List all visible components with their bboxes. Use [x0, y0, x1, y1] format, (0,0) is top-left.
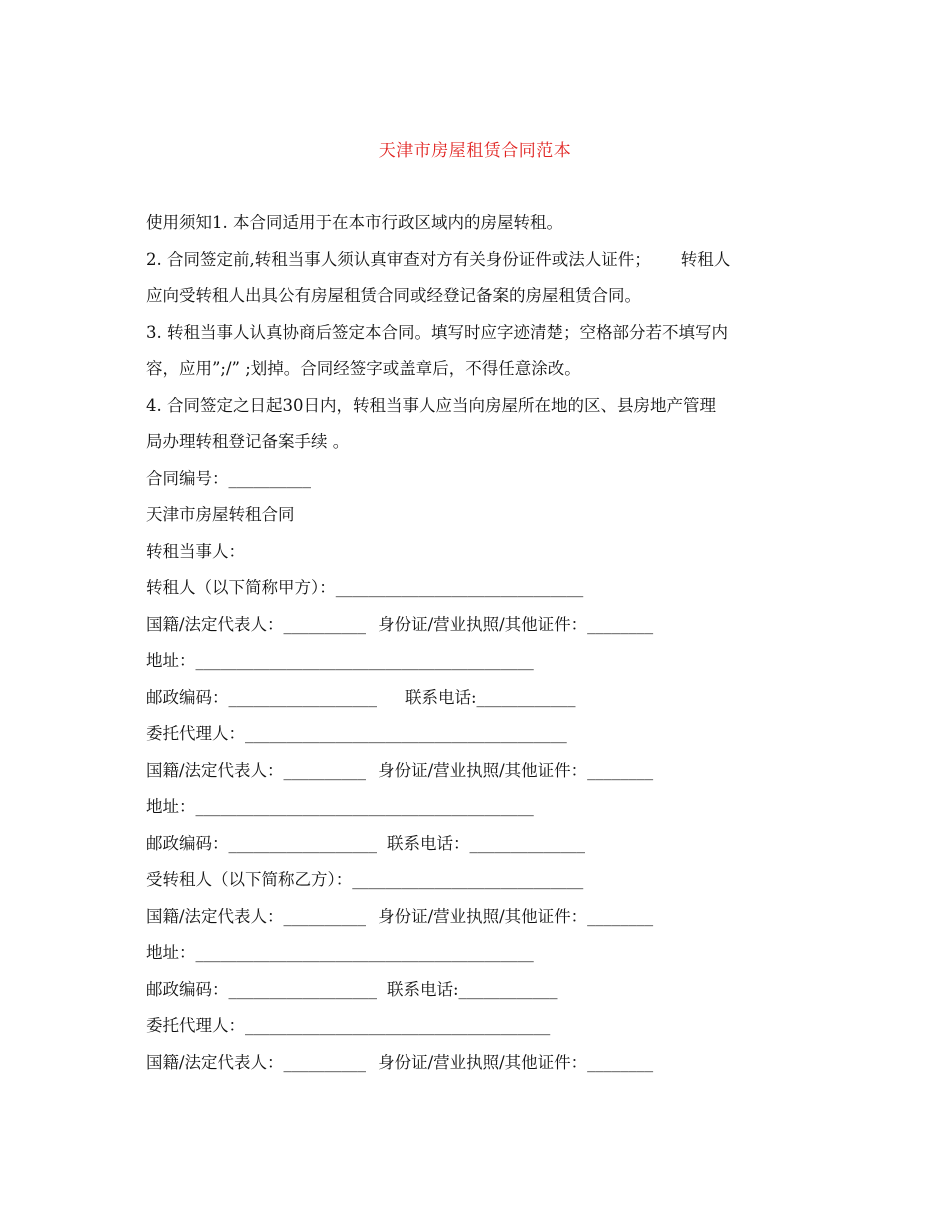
- party-a-postcode-field: 邮政编码：__________________: [146, 687, 377, 707]
- party-a-agent-field: 委托代理人：_______________________________________: [146, 724, 567, 743]
- party-b-phone-field: 联系电话:____________: [387, 979, 558, 999]
- party-b-agent-id-field: 身份证/营业执照/其他证件：________: [378, 1052, 654, 1072]
- party-a-agent-postcode-field: 邮政编码：__________________: [146, 833, 377, 853]
- party-a-agent-nationality-field: 国籍/法定代表人：__________: [146, 760, 367, 780]
- contract-number-field: 合同编号：__________: [146, 468, 311, 488]
- notice-3-line-2: 容，应用”;/” ;划掉。合同经签字或盖章后，不得任意涂改。: [146, 359, 581, 378]
- notice-1: 使用须知1. 本合同适用于在本市行政区域内的房屋转租。: [146, 213, 563, 232]
- party-a-agent-contact-row: [146, 826, 806, 863]
- party-a-agent-phone-field: 联系电话：______________: [387, 833, 585, 853]
- party-b-address-field: 地址：_________________________________________: [146, 943, 534, 962]
- party-b-agent-nationality-row: [146, 1045, 806, 1082]
- notice-2-line-2: 应向受转租人出具公有房屋租赁合同或经登记备案的房屋租赁合同。: [146, 286, 641, 305]
- notice-2-text: 2. 合同签定前,转租当事人须认真审查对方有关身份证件或法人证件；: [146, 249, 651, 269]
- party-a-phone-field: 联系电话:____________: [405, 687, 576, 707]
- party-a-contact-row: [146, 680, 806, 717]
- notice-4-line-2: 局办理转租登记备案手续 。: [146, 432, 350, 451]
- party-b-agent-field: 委托代理人：_____________________________________: [146, 1016, 551, 1035]
- contract-title: 天津市房屋转租合同: [146, 505, 295, 524]
- party-a-agent-address-field: 地址：_________________________________________: [146, 797, 534, 816]
- party-a-agent-nationality-row: [146, 753, 806, 790]
- party-b-contact-row: [146, 972, 806, 1009]
- notice-4-line-1: 4. 合同签定之日起30日内，转租当事人应当向房屋所在地的区、县房地产管理: [146, 395, 716, 415]
- notice-2-tail: 转租人: [680, 249, 731, 269]
- party-a-nationality-field: 国籍/法定代表人：__________: [146, 614, 367, 634]
- party-b-agent-nationality-field: 国籍/法定代表人：__________: [146, 1052, 367, 1072]
- notice-2-line-1: [146, 242, 806, 279]
- party-b-nationality-field: 国籍/法定代表人：__________: [146, 906, 367, 926]
- party-a-nationality-row: [146, 607, 806, 644]
- party-b-nationality-row: [146, 899, 806, 936]
- party-a-id-field: 身份证/营业执照/其他证件：________: [378, 614, 654, 634]
- party-a-address-field: 地址：_________________________________________: [146, 651, 534, 670]
- parties-heading: 转租当事人：: [146, 541, 245, 561]
- notice-3-line-1: 3. 转租当事人认真协商后签定本合同。填写时应字迹清楚；空格部分若不填写内: [146, 322, 728, 342]
- document-body: [146, 205, 806, 1081]
- party-b-postcode-field: 邮政编码：__________________: [146, 979, 377, 999]
- document-title: 天津市房屋租赁合同范本: [378, 141, 572, 161]
- party-a-agent-id-field: 身份证/营业执照/其他证件：________: [378, 760, 654, 780]
- party-a-field: 转租人（以下简称甲方）：______________________________: [146, 578, 584, 597]
- party-b-field: 受转租人（以下简称乙方）：____________________________: [146, 870, 584, 889]
- party-b-id-field: 身份证/营业执照/其他证件：________: [378, 906, 654, 926]
